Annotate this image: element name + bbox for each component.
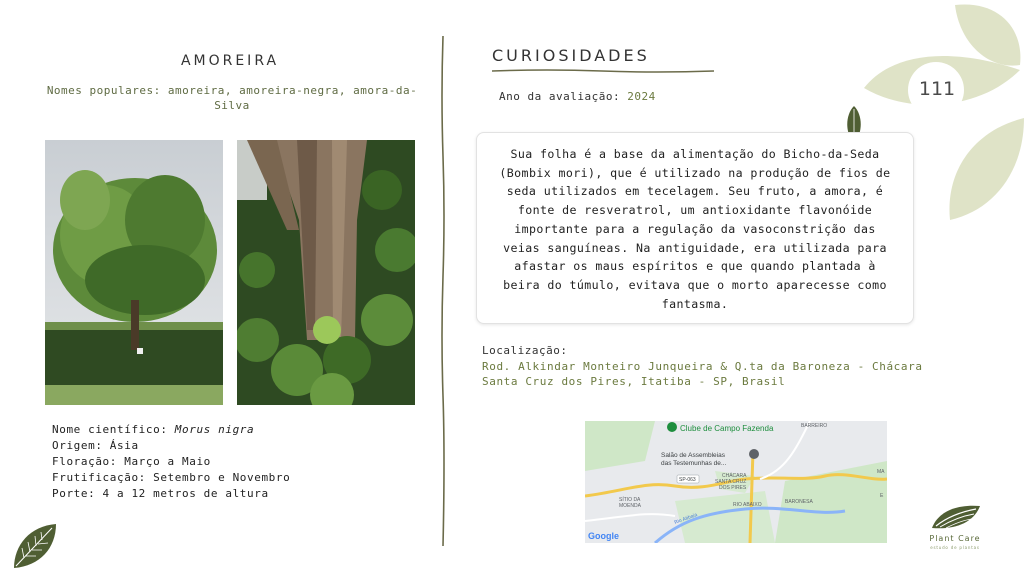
plant-title: AMOREIRA — [180, 53, 280, 69]
map-road-label: SP-063 — [679, 477, 696, 483]
map-label-baronesa: BARONESA — [785, 499, 813, 505]
map-label-club: Clube de Campo Fazenda — [680, 424, 774, 433]
curiosities-title: CURIOSIDADES — [492, 46, 650, 65]
trunk-photo — [237, 140, 415, 405]
decorative-leaves — [860, 0, 1024, 225]
location-address: Rod. Alkindar Monteiro Junqueira & Q.ta da Baroneza - Chácara Santa Cruz dos Pires, Itatiba - SP, Brasil — [482, 360, 923, 388]
map-label-chacara-3: DOS PIRES — [719, 485, 747, 491]
brand-tagline: estudo de plantas — [930, 545, 980, 550]
brand-name: Plant Care — [929, 534, 981, 543]
map-label-sitio-1: SÍTIO DA — [619, 497, 641, 503]
year-value: 2024 — [627, 90, 656, 103]
scientific-name-label: Nome científico: — [52, 423, 175, 436]
map-label-hall: Salão de Assembleias — [661, 452, 725, 459]
trunk-photo-graphic — [237, 140, 415, 405]
leaf-icon — [10, 520, 60, 570]
map-edge-label-1: MA — [877, 469, 885, 475]
tree-photo — [45, 140, 223, 405]
map-graphic[interactable] — [585, 421, 887, 543]
curiosity-text: Sua folha é a base da alimentação do Bicho-da-Seda (Bombix mori), que é utilizado na produção de fios de seda utilizados em tecelagem. Seu fruto, a amora, é fonte de resveratrol, um antioxidante flavonóide importante para a regulação da vasoconstrição das veias sanguíneas. Na antiguidade, era utilizada para afastar os maus espíritos e que quando plantada à beira do túmulo, evitava que o morto aparecesse como fantasma. — [499, 147, 891, 311]
map-river-label: Rio Atibaia — [673, 512, 699, 526]
curiosity-card — [476, 132, 914, 324]
vertical-divider — [440, 36, 446, 546]
map-label-hall-2: das Testemunhas de... — [661, 460, 727, 467]
scientific-name-row — [52, 422, 382, 438]
flowering: Floração: Março a Maio — [52, 455, 211, 468]
plant-size: Porte: 4 a 12 metros de altura — [52, 487, 269, 500]
plant-care-logo — [930, 502, 982, 532]
location-label: Localização: — [482, 344, 568, 357]
evaluation-year — [499, 90, 656, 103]
map-label-rio: RIO ABAIXO — [733, 502, 762, 508]
map-label-chacara-1: CHÁCARA — [722, 473, 747, 479]
origin: Origem: Ásia — [52, 439, 139, 452]
map-pin-icon[interactable] — [667, 422, 677, 432]
year-label: Ano da avaliação: — [499, 90, 628, 103]
google-logo: Google — [588, 531, 619, 541]
map-label-chacara-2: SANTA CRUZ — [715, 479, 747, 485]
location-map[interactable] — [585, 421, 887, 543]
popular-names: Nomes populares: amoreira, amoreira-negra, amora-da-Silva — [46, 84, 418, 112]
map-pin-icon[interactable] — [749, 449, 759, 459]
map-edge-label-2: E — [880, 493, 884, 499]
plant-details — [52, 422, 382, 502]
title-underline — [492, 68, 714, 74]
page-number: 111 — [918, 78, 956, 100]
map-label-barreiro: BARREIRO — [801, 423, 828, 429]
fruiting: Frutificação: Setembro e Novembro — [52, 471, 291, 484]
scientific-name-value: Morus nigra — [174, 423, 255, 436]
map-label-sitio-2: MOENDA — [619, 503, 641, 509]
tree-photo-graphic — [45, 140, 223, 405]
